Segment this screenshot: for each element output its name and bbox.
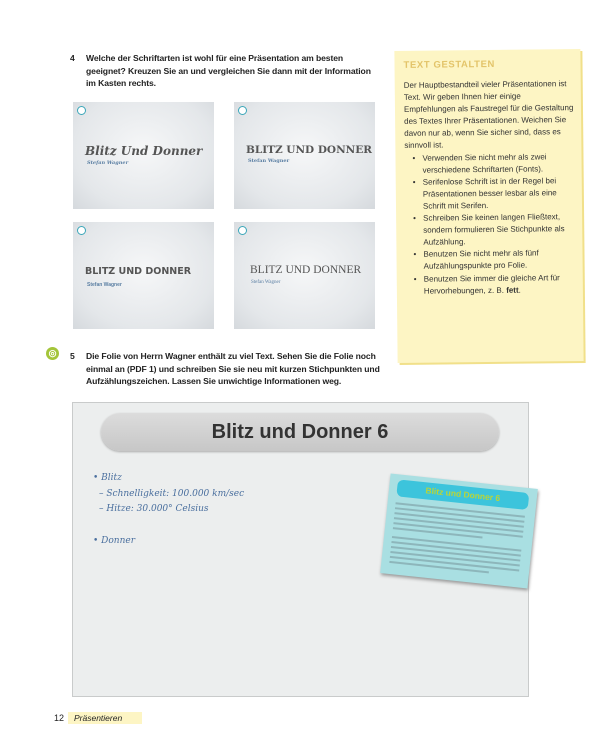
radio-button[interactable] — [238, 106, 247, 115]
task-number: 4 — [70, 53, 75, 63]
note-line: • Blitz — [93, 473, 122, 483]
task-text: Die Folie von Herrn Wagner enthält zu viel Text. Sehen Sie die Folie noch einmal an (PDF 1) und schreiben Sie sie neu mit kurzen Stichpunkten und Aufzählungszeichen. Lassen Sie unwichtige Informationen weg. — [86, 351, 380, 386]
option-author: Stefan Wagner — [248, 158, 290, 164]
info-box-heading: TEXT GESTALTEN — [403, 58, 496, 71]
task-text: Welche der Schriftarten ist wohl für eine Präsentation am besten geeignet? Kreuzen Sie an und vergleichen Sie dann mit der Information im Kasten rechts. — [86, 53, 371, 88]
task-number: 5 — [70, 351, 75, 361]
thumbnail-title: Blitz und Donner 6 — [396, 479, 529, 510]
info-box — [394, 49, 583, 363]
list-item: • Benutzen Sie nicht mehr als fünf Aufzählungspunkte pro Folie. — [415, 247, 575, 273]
font-option-1[interactable] — [73, 102, 214, 209]
section-label: Präsentieren — [74, 713, 123, 723]
info-box-list — [404, 151, 576, 298]
option-title: Blitz Und Donner — [85, 144, 203, 158]
slide-title: Blitz und Donner 6 — [101, 413, 499, 451]
page-number: 12 — [54, 713, 65, 723]
radio-button[interactable] — [77, 226, 86, 235]
note-line: – Schnelligkeit: 100.000 km/sec — [99, 489, 245, 499]
option-title: BLITZ UND DONNER — [250, 264, 362, 276]
note-line: • Donner — [93, 536, 136, 546]
list-item: • Verwenden Sie nicht mehr als zwei verschiedene Schriftarten (Fonts). — [414, 151, 574, 177]
audio-cd-icon: ◎ — [46, 347, 59, 360]
font-option-2[interactable] — [234, 102, 375, 209]
list-item-text: Benutzen Sie immer die gleiche Art für Hervorhebungen, z. B. — [423, 272, 560, 296]
option-author: Stefan Wagner — [87, 160, 129, 166]
font-option-4[interactable] — [234, 222, 375, 329]
font-option-3[interactable] — [73, 222, 214, 329]
radio-button[interactable] — [238, 226, 247, 235]
note-line: – Hitze: 30.000° Celsius — [99, 504, 209, 514]
option-author: Stefan Wagner — [87, 282, 122, 288]
list-item-end: . — [518, 285, 521, 295]
list-item: • Serifenlose Schrift ist in der Regel bei Präsentationen besser lesbar als eine Schrift mit Serifen. — [415, 175, 575, 213]
option-author: Stefan Wagner — [251, 280, 281, 285]
bold-example: fett — [506, 285, 519, 295]
option-title: BLITZ UND DONNER — [246, 144, 372, 156]
list-item: • Schreiben Sie keinen langen Fließtext, sondern formulieren Sie Stichpunkte als Aufzählung. — [415, 211, 575, 249]
option-title: BLITZ UND DONNER — [85, 266, 192, 277]
answer-slide — [72, 402, 529, 697]
list-item — [416, 272, 576, 298]
original-slide-thumbnail — [380, 474, 538, 589]
info-box-intro: Der Hauptbestandteil vieler Präsentationen ist Text. Wir geben Ihnen hier einige Empfehlungen als Faustregel für die Gestaltung des Textes Ihrer Präsentationen. Weichen Sie davon nur ab, wenn Sie sicher sind, dass es sinnvoll ist. — [403, 79, 574, 151]
radio-button[interactable] — [77, 106, 86, 115]
